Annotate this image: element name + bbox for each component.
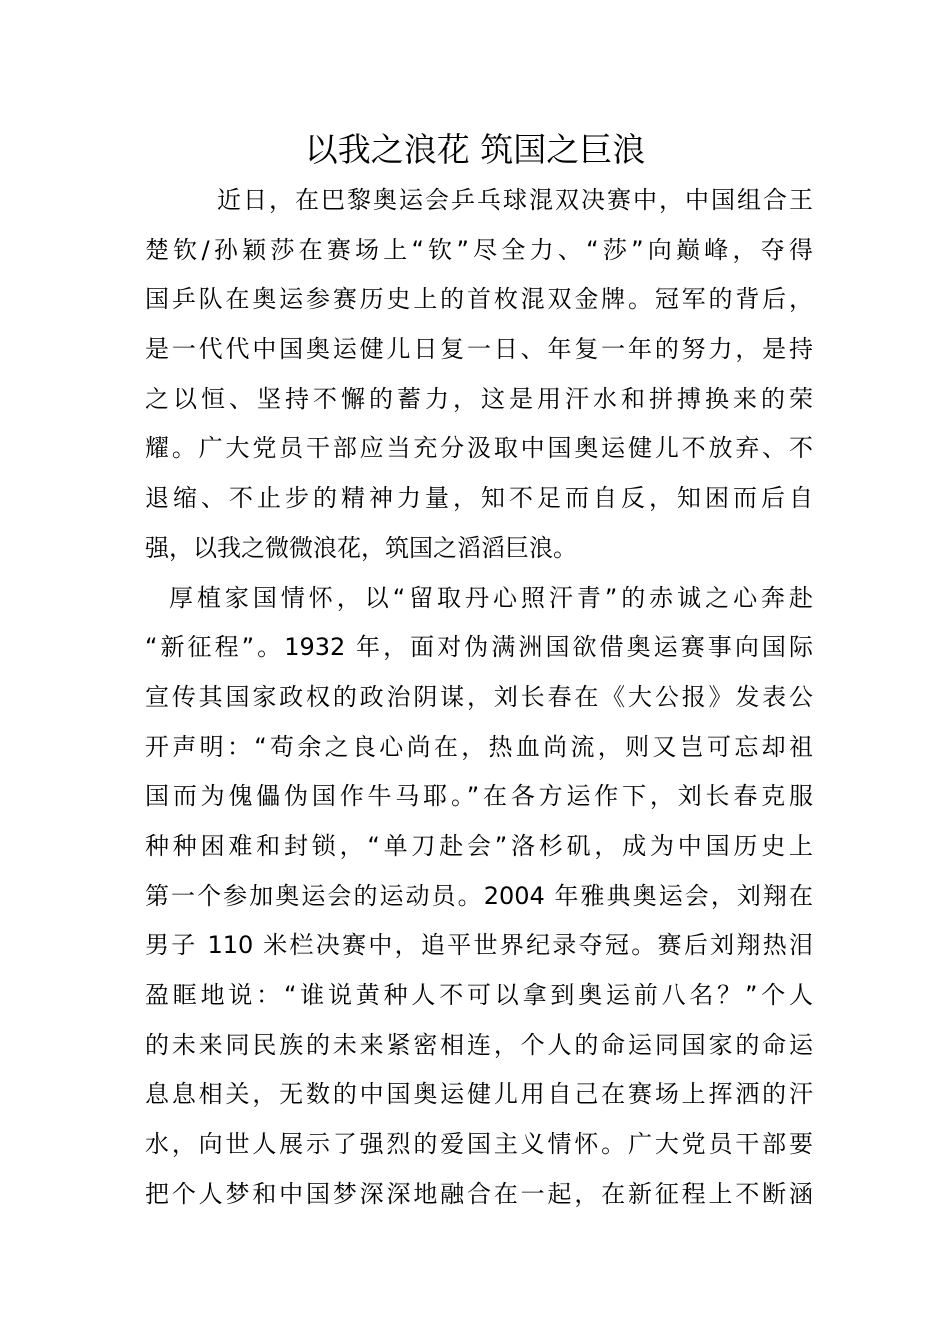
text-line: 是一代代中国奥运健儿日复一日、年复一年的努力，是持	[145, 335, 813, 364]
text-line: 第一个参加奥运会的运动员。2004 年雅典奥运会，刘翔在	[145, 881, 813, 910]
text-line: 国乒队在奥运参赛历史上的首枚混双金牌。冠军的背后，	[145, 285, 813, 314]
text-line: 退缩、不止步的精神力量，知不足而自反，知困而后自	[145, 484, 813, 513]
text-line: “新征程”。1932 年，面对伪满洲国欲借奥运赛事向国际	[145, 633, 813, 662]
document-body	[145, 176, 813, 1219]
text-line: 把个人梦和中国梦深深地融合在一起，在新征程上不断涵	[145, 1179, 813, 1208]
text-line: 楚钦/孙颖莎在赛场上“钦”尽全力、“莎”向巅峰，夺得	[145, 235, 813, 264]
text-line: 厚植家国情怀，以“留取丹心照汗青”的赤诚之心奔赴	[169, 583, 813, 612]
text-line: 男子 110 米栏决赛中，追平世界纪录夺冠。赛后刘翔热泪	[145, 931, 813, 960]
text-line: 宣传其国家政权的政治阴谋，刘长春在《大公报》发表公	[145, 682, 813, 711]
text-line: 强，以我之微微浪花，筑国之滔滔巨浪。	[145, 533, 577, 562]
text-line: 水，向世人展示了强烈的爱国主义情怀。广大党员干部要	[145, 1130, 813, 1159]
paragraph-2	[145, 574, 813, 1220]
text-line: 的未来同民族的未来紧密相连，个人的命运同国家的命运	[145, 1030, 813, 1059]
document-title: 以我之浪花 筑国之巨浪	[304, 130, 646, 169]
text-line: 耀。广大党员干部应当充分汲取中国奥运健儿不放弃、不	[145, 434, 813, 463]
text-line: 盈眶地说：“谁说黄种人不可以拿到奥运前八名？”个人	[145, 981, 813, 1009]
paragraph-1	[145, 176, 813, 574]
text-line: 种种困难和封锁，“单刀赴会”洛杉矶，成为中国历史上	[145, 831, 813, 860]
text-line: 之以恒、坚持不懈的蓄力，这是用汗水和拼搏换来的荣	[145, 384, 813, 413]
text-line: 国而为傀儡伪国作牛马耶。”在各方运作下，刘长春克服	[145, 782, 813, 811]
text-line: 近日，在巴黎奥运会乒乓球混双决赛中，中国组合王	[217, 186, 813, 214]
text-line: 开声明：“苟余之良心尚在，热血尚流，则又岂可忘却祖	[145, 732, 813, 761]
text-line: 息息相关，无数的中国奥运健儿用自己在赛场上挥洒的汗	[145, 1080, 813, 1109]
